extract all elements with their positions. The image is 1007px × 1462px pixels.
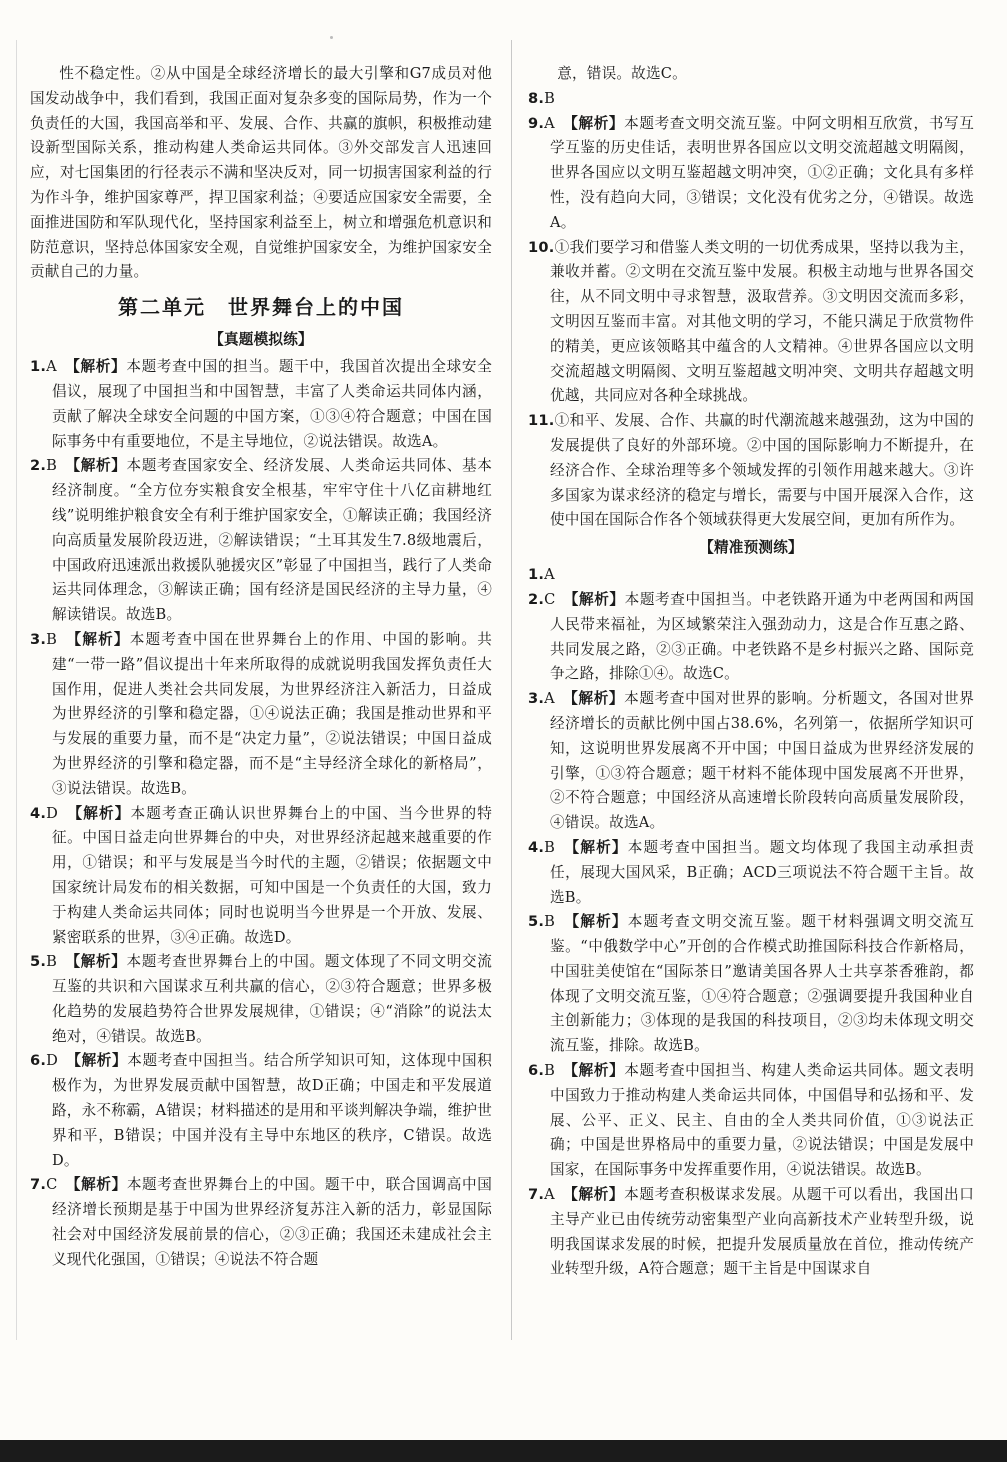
item-text: 本题考查中国担当。中老铁路开通为中老两国和两国人民带来福祉，为区域繁荣注入强劲动力，这是合作互惠之路、共同发展之路，②③正确。中老铁路不是乡村振兴之路、国际竞争之路，排除①④。故选C。 — [550, 590, 974, 683]
answer-item — [528, 1183, 974, 1282]
answer-item — [528, 836, 974, 910]
item-text: ①和平、发展、合作、共赢的时代潮流越来越强劲，这为中国的发展提供了良好的外部环境。②中国的国际影响力不断提升，在经济合作、全球治理等多个领域发挥的引领作用越来越大。③许多国家为谋求经济的稳定与增长，需要与中国开展深入合作，这使中国在国际合作各个领域获得更大发展空间，更加有所作为。 — [550, 412, 974, 529]
item-answer: B — [46, 953, 58, 971]
left-answer-list — [30, 355, 492, 1272]
item-answer: D — [46, 804, 59, 822]
item-answer: A — [544, 1186, 555, 1204]
item-answer: A — [544, 566, 555, 584]
item-number: 6. — [30, 1052, 47, 1070]
analysis-tag: 【解析】 — [570, 690, 625, 708]
answer-item — [30, 454, 492, 628]
analysis-tag: 【解析】 — [571, 590, 625, 608]
answer-item — [528, 236, 974, 410]
item-number: 1. — [528, 566, 545, 584]
bottom-scan-bar — [0, 1440, 1007, 1462]
analysis-tag: 【解析】 — [73, 1176, 127, 1194]
left-column — [30, 62, 492, 1273]
answer-item — [528, 1059, 974, 1183]
item-text: 本题考查国家安全、经济发展、人类命运共同体、基本经济制度。“全方位夯实粮食安全根基，牢牢守住十八亿亩耕地红线”说明维护粮食安全有利于维护国家安全，①解读正确；我国经济向高质量发展阶段迈进，②解读错误；“土耳其发生7.8级地震后，中国政府迅速派出救援队驰援灾区”彰显了中国担当，践行了人类命运共同体理念，③解读正确；国有经济是国民经济的主导力量，④解读错误。故选B。 — [52, 457, 492, 624]
item-answer: B — [46, 630, 58, 648]
analysis-tag: 【解析】 — [73, 630, 130, 648]
item-number: 6. — [528, 1062, 545, 1080]
item-number: 7. — [528, 1186, 545, 1204]
answer-item — [30, 1173, 492, 1272]
item-text: 本题考查中国在世界舞台上的作用、中国的影响。共建“一带一路”倡议提出十年来所取得的成就说明我国发挥负责任大国作用，促进人类社会共同发展，为世界经济注入新活力，日益成为世界经济的引擎和稳定器，①④说法正确；我国是推动世界和平与发展的重要力量，而不是“决定力量”，②说法错误；中国日益成为世界经济的引擎和稳定器，而不是“主导经济全球化的新格局”，③说法错误。故选B。 — [52, 630, 492, 797]
item-answer: C — [544, 590, 556, 608]
item-text: 本题考查中国担当。题文均体现了我国主动承担责任，展现大国风采，B正确；ACD三项说法不符合题干主旨。故选B。 — [550, 838, 974, 906]
answer-item — [528, 687, 974, 836]
item-text: 本题考查世界舞台上的中国。题文体现了不同文明交流互鉴的共识和六国谋求互利共赢的信心，②③符合题意；世界多极化趋势的发展趋势符合世界发展规律，①错误；④“消除”的说法太绝对，④错误。故选B。 — [52, 953, 492, 1045]
item-number: 2. — [30, 457, 47, 475]
scan-dot — [330, 36, 333, 39]
item-number: 10. — [528, 238, 555, 256]
item-answer: B — [46, 457, 58, 475]
item-number: 4. — [528, 838, 545, 856]
right-answer-list-b — [528, 563, 974, 1282]
analysis-tag: 【解析】 — [570, 1062, 625, 1080]
answer-item — [528, 87, 974, 112]
item-text: ①我们要学习和借鉴人类文明的一切优秀成果，坚持以我为主，兼收并蓄。②文明在交流互鉴中发展。积极主动地与世界各国交往，从不同文明中寻求智慧，汲取营养。③文明因交流而多彩，文明因互鉴而丰富。对其他文明的学习，不能只满足于欣赏物件的精美，更应该领略其中蕴含的人文精神。④世界各国应以文明交流超越文明隔阂、文明互鉴超越文明冲突、文明共存超越文明优越，共同应对各种全球挑战。 — [550, 238, 974, 405]
answer-item — [528, 563, 974, 588]
continued-text: 意，错误。故选C。 — [557, 65, 687, 82]
analysis-tag: 【解析】 — [73, 1052, 128, 1070]
item-number: 1. — [30, 358, 47, 376]
item-text: 本题考查积极谋求发展。从题干可以看出，我国出口主导产业已由传统劳动密集型产业向高新技术产业转型升级，说明我国谋求发展的时候，把提升发展质量放在首位，推动传统产业转型升级，A符合题意；题干主旨是中国谋求自 — [550, 1186, 974, 1278]
item-number: 7. — [30, 1176, 47, 1194]
analysis-tag: 【解析】 — [571, 838, 628, 856]
item-text: 本题考查世界舞台上的中国。题干中，联合国调高中国经济增长预期是基于中国为世界经济复苏注入新的活力，彰显国际社会对中国经济发展前景的信心，②③正确；我国还未建成社会主义现代化强国，①错误；④说法不符合题 — [52, 1176, 492, 1268]
item-text: 本题考查中国的担当。题干中，我国首次提出全球安全倡议，展现了中国担当和中国智慧，丰富了人类命运共同体内涵，贡献了解决全球安全问题的中国方案，①③④符合题意；中国在国际事务中有重要地位，不是主导地位，②说法错误。故选A。 — [52, 358, 492, 450]
answer-item — [528, 910, 974, 1059]
answer-item — [30, 355, 492, 454]
intro-paragraph: 性不稳定性。②从中国是全球经济增长的最大引擎和G7成员对他国发动战争中，我们看到，我国正面对复杂多变的国际局势，作为一个负责任的大国，我国高举和平、发展、合作、共赢的旗帜，积极推动建设新型国际关系，推动构建人类命运共同体。③外交部发言人迅速回应，对七国集团的行径表示不满和坚决反对，同一切损害国家利益的行为作斗争，维护国家尊严，捍卫国家利益；④要适应国家安全需要，全面推进国防和军队现代化，坚持国家利益至上，树立和增强危机意识和防范意识，坚持总体国家安全观，自觉维护国家安全，为维护国家安全贡献自己的力量。 — [30, 65, 492, 281]
analysis-tag: 【解析】 — [72, 358, 127, 376]
item-text: 本题考查文明交流互鉴。中阿文明相互欣赏，书写互学互鉴的历史佳话，表明世界各国应以文明交流超越文明隔阂，世界各国应以文明互鉴超越文明冲突，①②正确；文化具有多样性，没有趋向大同，③错误；文化没有优劣之分，④错误。故选A。 — [550, 114, 974, 231]
answer-item — [30, 628, 492, 802]
item-text: 本题考查中国担当、构建人类命运共同体。题文表明中国致力于推动构建人类命运共同体，中国倡导和弘扬和平、发展、公平、正义、民主、自由的全人类共同价值，①③说法正确；中国是世界格局中的重要力量，②说法错误；中国是发展中国家，在国际事务中发挥重要作用，④说法错误。故选B。 — [550, 1062, 974, 1179]
item-text: 本题考查文明交流互鉴。题干材料强调文明交流互鉴。“中俄数学中心”开创的合作模式助推国际科技合作新格局，中国驻美使馆在“国际茶日”邀请美国各界人士共享茶香雅韵，都体现了文明交流互鉴，①④符合题意；②强调要提升我国种业自主创新能力；③体现的是我国的科技项目，②③均未体现文明交流互鉴，排除。故选B。 — [550, 913, 974, 1055]
item-number: 3. — [30, 630, 47, 648]
answer-item — [30, 950, 492, 1049]
right-open-answer-list — [528, 236, 974, 534]
item-answer: B — [544, 838, 556, 856]
item-text: 本题考查中国对世界的影响。分析题文，各国对世界经济增长的贡献比例中国占38.6%，名列第一，依据所学知识可知，这说明世界发展离不开中国；中国日益成为世界经济发展的引擎，①③符合题意；题干材料不能体现中国发展离不开世界，②不符合题意；中国经济从高速增长阶段转向高质量发展阶段，④错误。故选A。 — [550, 690, 974, 832]
left-margin-line — [16, 40, 17, 1340]
item-answer: A — [544, 690, 555, 708]
section-title-real-exam: 【真题模拟练】 — [209, 331, 313, 349]
analysis-tag: 【解析】 — [570, 1186, 625, 1204]
item-answer: C — [46, 1176, 58, 1194]
item-number: 3. — [528, 690, 545, 708]
analysis-tag: 【解析】 — [72, 953, 127, 971]
item-text: 本题考查中国担当。结合所学知识可知，这体现中国积极作为，为世界发展贡献中国智慧，故D正确；中国走和平发展道路，永不称霸，A错误；材料描述的是用和平谈判解决争端，维护世界和平，B错误；中国并没有主导中东地区的秩序，C错误。故选D。 — [52, 1052, 492, 1169]
item-answer: A — [544, 114, 555, 132]
analysis-tag: 【解析】 — [74, 804, 131, 822]
item-number: 2. — [528, 590, 545, 608]
item-number: 5. — [30, 953, 47, 971]
item-answer: D — [46, 1052, 59, 1070]
analysis-tag: 【解析】 — [72, 457, 127, 475]
item-number: 5. — [528, 913, 545, 931]
answer-item — [528, 588, 974, 687]
answer-item — [30, 802, 492, 951]
item-answer: B — [544, 1062, 556, 1080]
analysis-tag: 【解析】 — [571, 913, 628, 931]
item-number: 9. — [528, 114, 545, 132]
item-text: 本题考查正确认识世界舞台上的中国、当今世界的特征。中国日益走向世界舞台的中央，对世界经济起越来越重要的作用，①错误；和平与发展是当今时代的主题，②错误；依据题文中国家统计局发布的相关数据，可知中国是一个负责任的大国，致力于构建人类命运共同体；同时也说明当今世界是一个开放、发展、紧密联系的世界，③④正确。故选D。 — [52, 804, 492, 946]
section-title-prediction: 【精准预测练】 — [699, 539, 803, 557]
item-number: 11. — [528, 412, 555, 430]
answer-item — [30, 1049, 492, 1173]
answer-item — [528, 112, 974, 236]
item-answer: B — [544, 913, 556, 931]
unit-title: 第二单元 世界舞台上的中国 — [118, 295, 404, 320]
item-number: 8. — [528, 89, 545, 107]
right-answer-list-a — [528, 87, 974, 236]
column-divider — [511, 40, 512, 1340]
item-number: 4. — [30, 804, 47, 822]
answer-item — [528, 409, 974, 533]
item-answer: B — [544, 89, 556, 107]
right-column — [528, 62, 974, 1282]
analysis-tag: 【解析】 — [570, 114, 625, 132]
item-answer: A — [46, 358, 57, 376]
